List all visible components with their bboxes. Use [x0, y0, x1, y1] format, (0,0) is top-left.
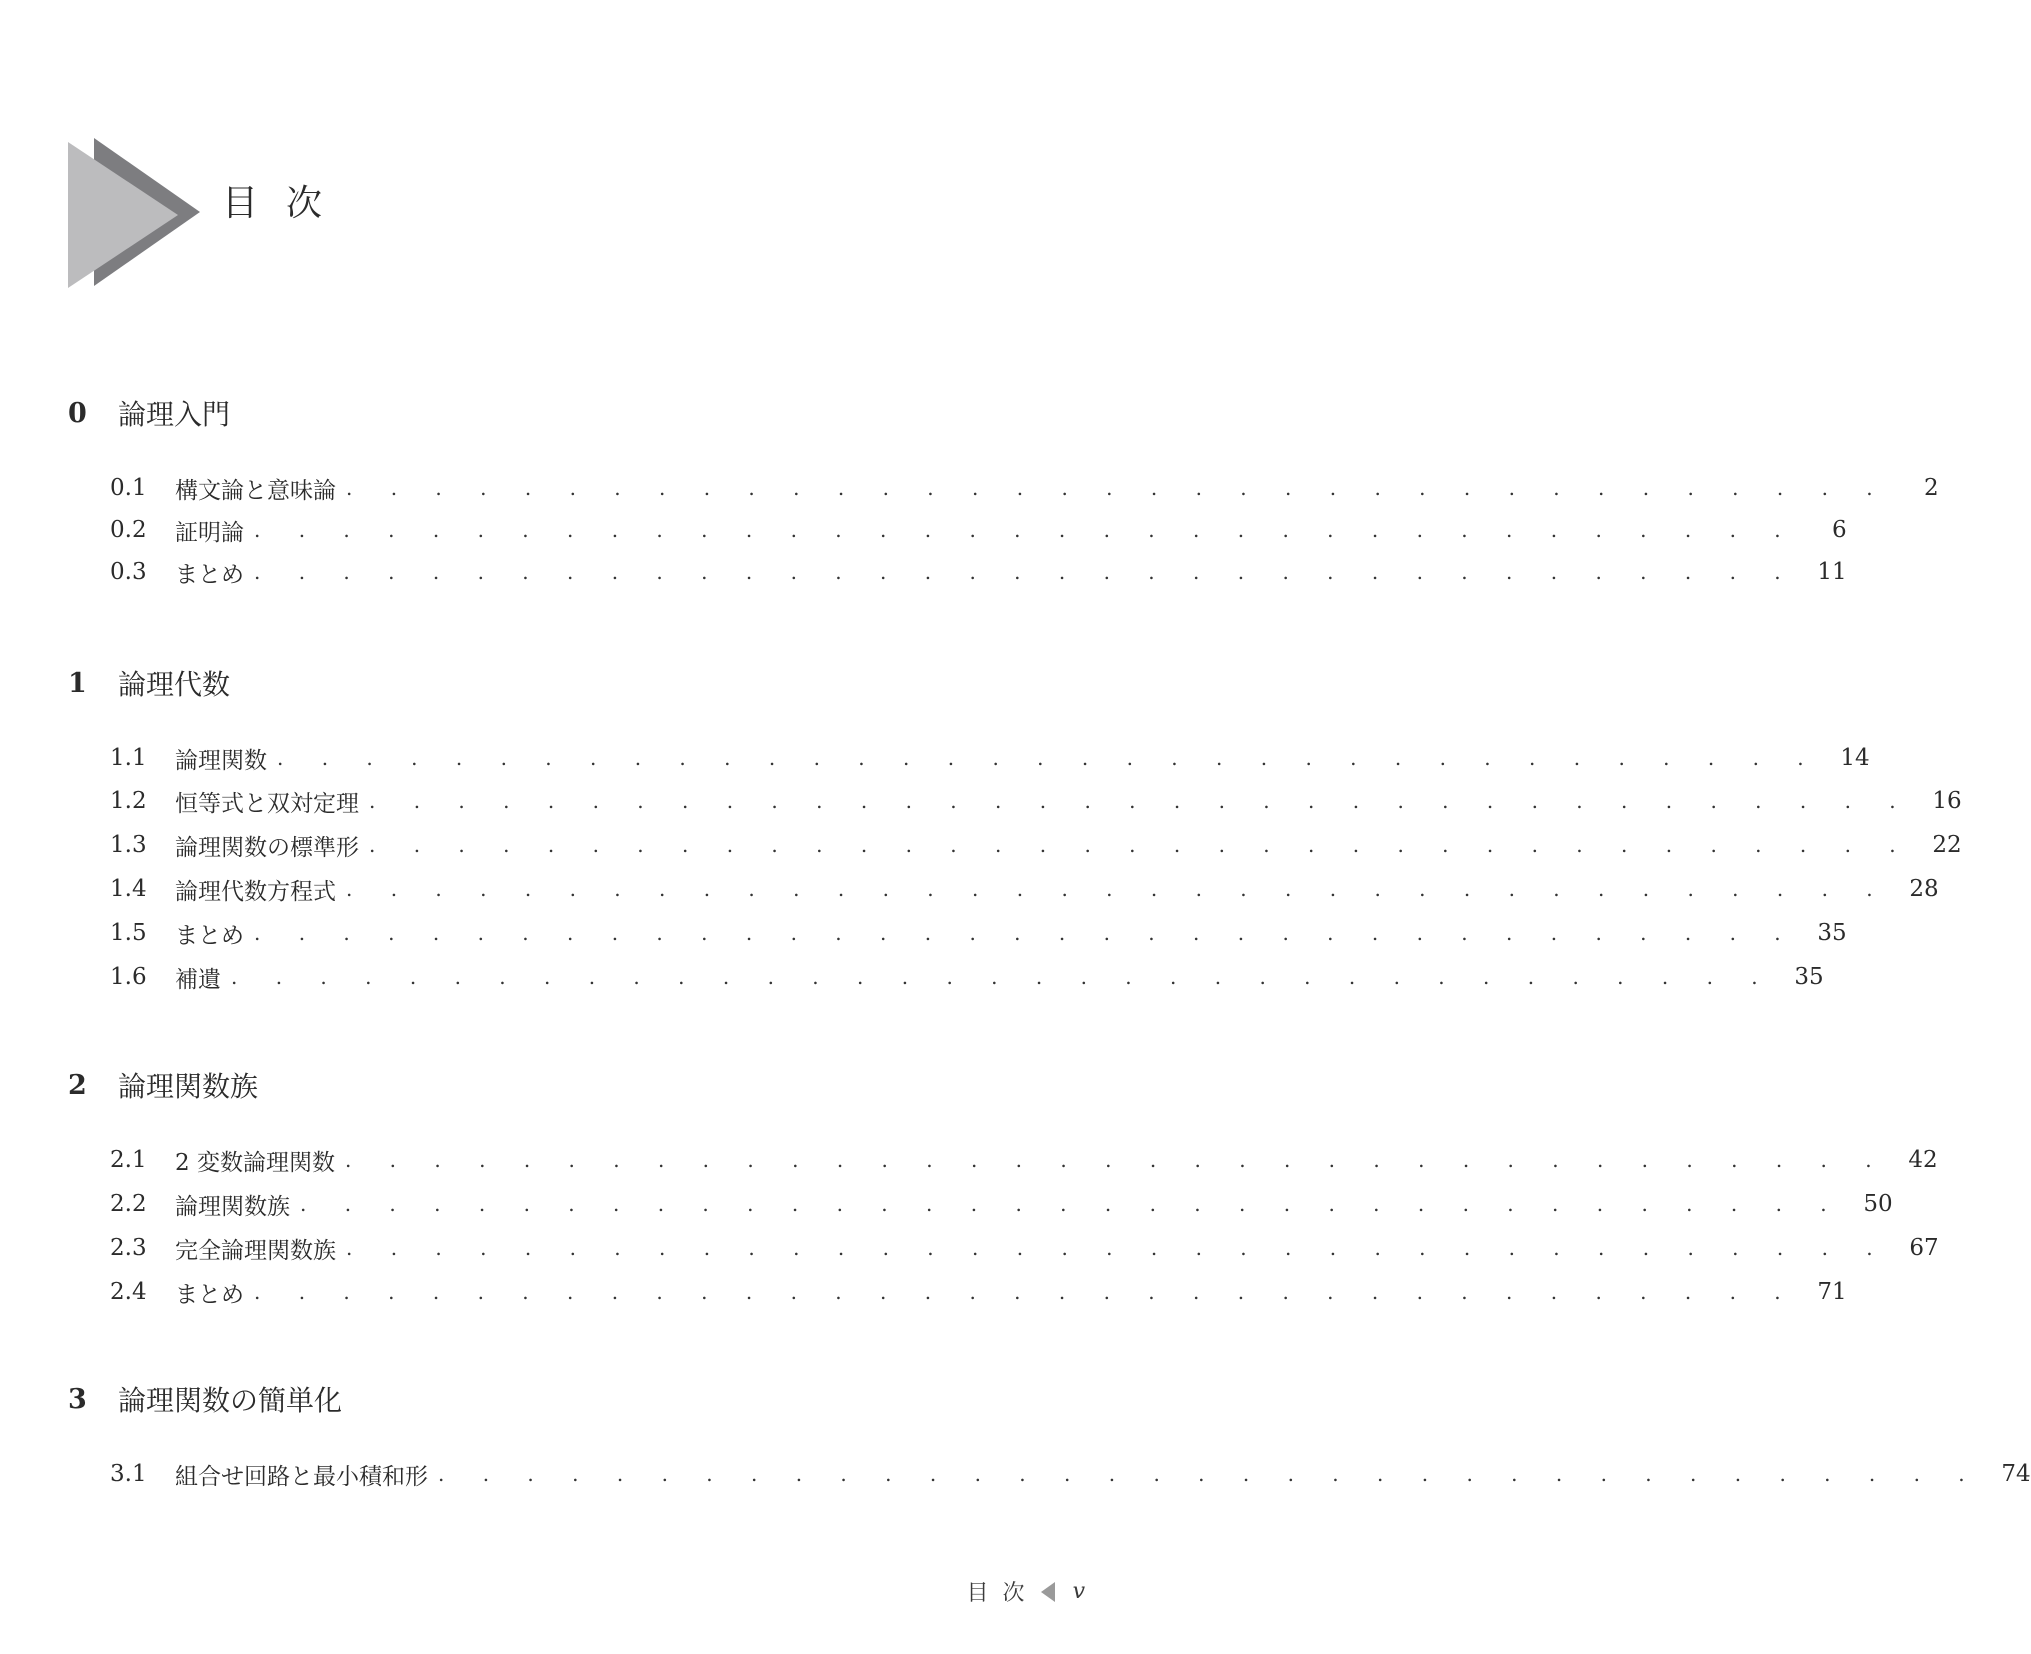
chapter-heading: [68, 393, 230, 433]
section-title: 証明論: [175, 519, 244, 546]
page-number: 28: [1909, 876, 1939, 902]
section-title: 論理関数: [175, 747, 267, 774]
chapter-heading: [68, 1379, 342, 1419]
section-title: 2 変数論理関数: [175, 1149, 335, 1176]
section-number: 2.2: [110, 1191, 147, 1217]
dot-leader: . . . . . . . . . . . . . . . . . . . . . . . . . . . . . . . . . . .: [254, 560, 1797, 584]
section-title: 完全論理関数族: [175, 1237, 336, 1264]
toc-entry[interactable]: [110, 1143, 1938, 1177]
section-number: 2.4: [110, 1279, 147, 1305]
page-number: 50: [1863, 1191, 1893, 1217]
section-number: 0.1: [110, 475, 147, 501]
dot-leader: . . . . . . . . . . . . . . . . . . . . . . . . . . . . . . . . . . .: [346, 1236, 1889, 1260]
dot-leader: . . . . . . . . . . . . . . . . . . . . . . . . . . . . . . . . . . .: [254, 518, 1797, 542]
section-number: 2.3: [110, 1235, 147, 1261]
toc-entry[interactable]: [110, 1457, 2031, 1491]
toc-entry[interactable]: [110, 555, 1847, 589]
toc-entry[interactable]: [110, 741, 1870, 775]
toc-entry[interactable]: [110, 916, 1847, 950]
section-title: まとめ: [175, 561, 244, 588]
section-number: 0.2: [110, 517, 147, 543]
section-title: 論理関数族: [175, 1193, 290, 1220]
dot-leader: . . . . . . . . . . . . . . . . . . . . . . . . . . . . . . . . . . .: [254, 1280, 1797, 1304]
chapter-title: 論理関数の簡単化: [118, 1384, 343, 1417]
toc-entry[interactable]: [110, 1275, 1847, 1309]
toc-entry[interactable]: [110, 960, 1824, 994]
section-title: 論理代数方程式: [175, 878, 336, 905]
page-number: 14: [1840, 745, 1870, 771]
footer-page-number: v: [1072, 1579, 1085, 1604]
section-title: 論理関数の標準形: [175, 834, 359, 861]
section-title: 組合せ回路と最小積和形: [175, 1463, 428, 1490]
header-triangle-icon: [68, 138, 238, 308]
toc-entry[interactable]: [110, 828, 1962, 862]
toc-entry[interactable]: [110, 784, 1962, 818]
section-number: 1.3: [110, 832, 147, 858]
page-number: 16: [1932, 788, 1962, 814]
chapter-number: 2: [68, 1069, 87, 1101]
section-number: 3.1: [110, 1461, 147, 1487]
section-title: 恒等式と双対定理: [175, 790, 359, 817]
section-number: 2.1: [110, 1147, 147, 1173]
toc-entry[interactable]: [110, 1231, 1939, 1265]
footer-label: 目次: [966, 1581, 1039, 1606]
chapter-title: 論理入門: [118, 398, 231, 431]
dot-leader: . . . . . . . . . . . . . . . . . . . . . . . . . . . . . . . . . . .: [254, 921, 1797, 945]
dot-leader: . . . . . . . . . . . . . . . . . . . . . . . . . . . . . . . . . . .: [369, 833, 1912, 857]
section-title: 構文論と意味論: [175, 477, 336, 504]
section-title: まとめ: [175, 922, 244, 949]
chapter-title: 論理代数: [118, 668, 231, 701]
section-number: 1.2: [110, 788, 147, 814]
dot-leader: . . . . . . . . . . . . . . . . . . . . . . . . . . . . . . . . . . .: [438, 1462, 1981, 1486]
page-number: 6: [1832, 517, 1847, 543]
chapter-number: 0: [68, 397, 87, 429]
dot-leader: . . . . . . . . . . . . . . . . . . . . . . . . . . . . . . . . . . .: [346, 877, 1889, 901]
page-number: 42: [1908, 1147, 1938, 1173]
section-number: 1.4: [110, 876, 147, 902]
page-number: 74: [2001, 1461, 2031, 1487]
page-number: 22: [1932, 832, 1962, 858]
dot-leader: . . . . . . . . . . . . . . . . . . . . . . . . . . . . . . . . . . .: [231, 965, 1774, 989]
chapter-heading: [68, 1065, 258, 1105]
page-number: 35: [1794, 964, 1824, 990]
page-number: 2: [1924, 475, 1939, 501]
page-number: 35: [1817, 920, 1847, 946]
toc-entry[interactable]: [110, 1187, 1893, 1221]
section-number: 0.3: [110, 559, 147, 585]
left-triangle-icon: [1041, 1582, 1055, 1602]
dot-leader: . . . . . . . . . . . . . . . . . . . . . . . . . . . . . . . . . . .: [369, 789, 1912, 813]
section-number: 1.5: [110, 920, 147, 946]
running-footer: [967, 1576, 1085, 1607]
page-number: 11: [1817, 559, 1847, 585]
dot-leader: . . . . . . . . . . . . . . . . . . . . . . . . . . . . . . . . . . .: [277, 746, 1820, 770]
page-number: 67: [1909, 1235, 1939, 1261]
dot-leader: . . . . . . . . . . . . . . . . . . . . . . . . . . . . . . . . . . .: [300, 1192, 1843, 1216]
page-title: 目次: [222, 183, 351, 224]
chapter-number: 3: [68, 1383, 87, 1415]
dot-leader: . . . . . . . . . . . . . . . . . . . . . . . . . . . . . . . . . . .: [346, 476, 1889, 500]
toc-entry[interactable]: [110, 471, 1939, 505]
page-number: 71: [1817, 1279, 1847, 1305]
section-title: まとめ: [175, 1281, 244, 1308]
section-number: 1.6: [110, 964, 147, 990]
dot-leader: . . . . . . . . . . . . . . . . . . . . . . . . . . . . . . . . . . .: [344, 1148, 1888, 1172]
chapter-title: 論理関数族: [118, 1070, 259, 1103]
toc-entry[interactable]: [110, 513, 1847, 547]
section-title: 補遺: [175, 966, 221, 993]
chapter-number: 1: [68, 667, 87, 699]
chapter-heading: [68, 663, 230, 703]
section-number: 1.1: [110, 745, 147, 771]
toc-entry[interactable]: [110, 872, 1939, 906]
